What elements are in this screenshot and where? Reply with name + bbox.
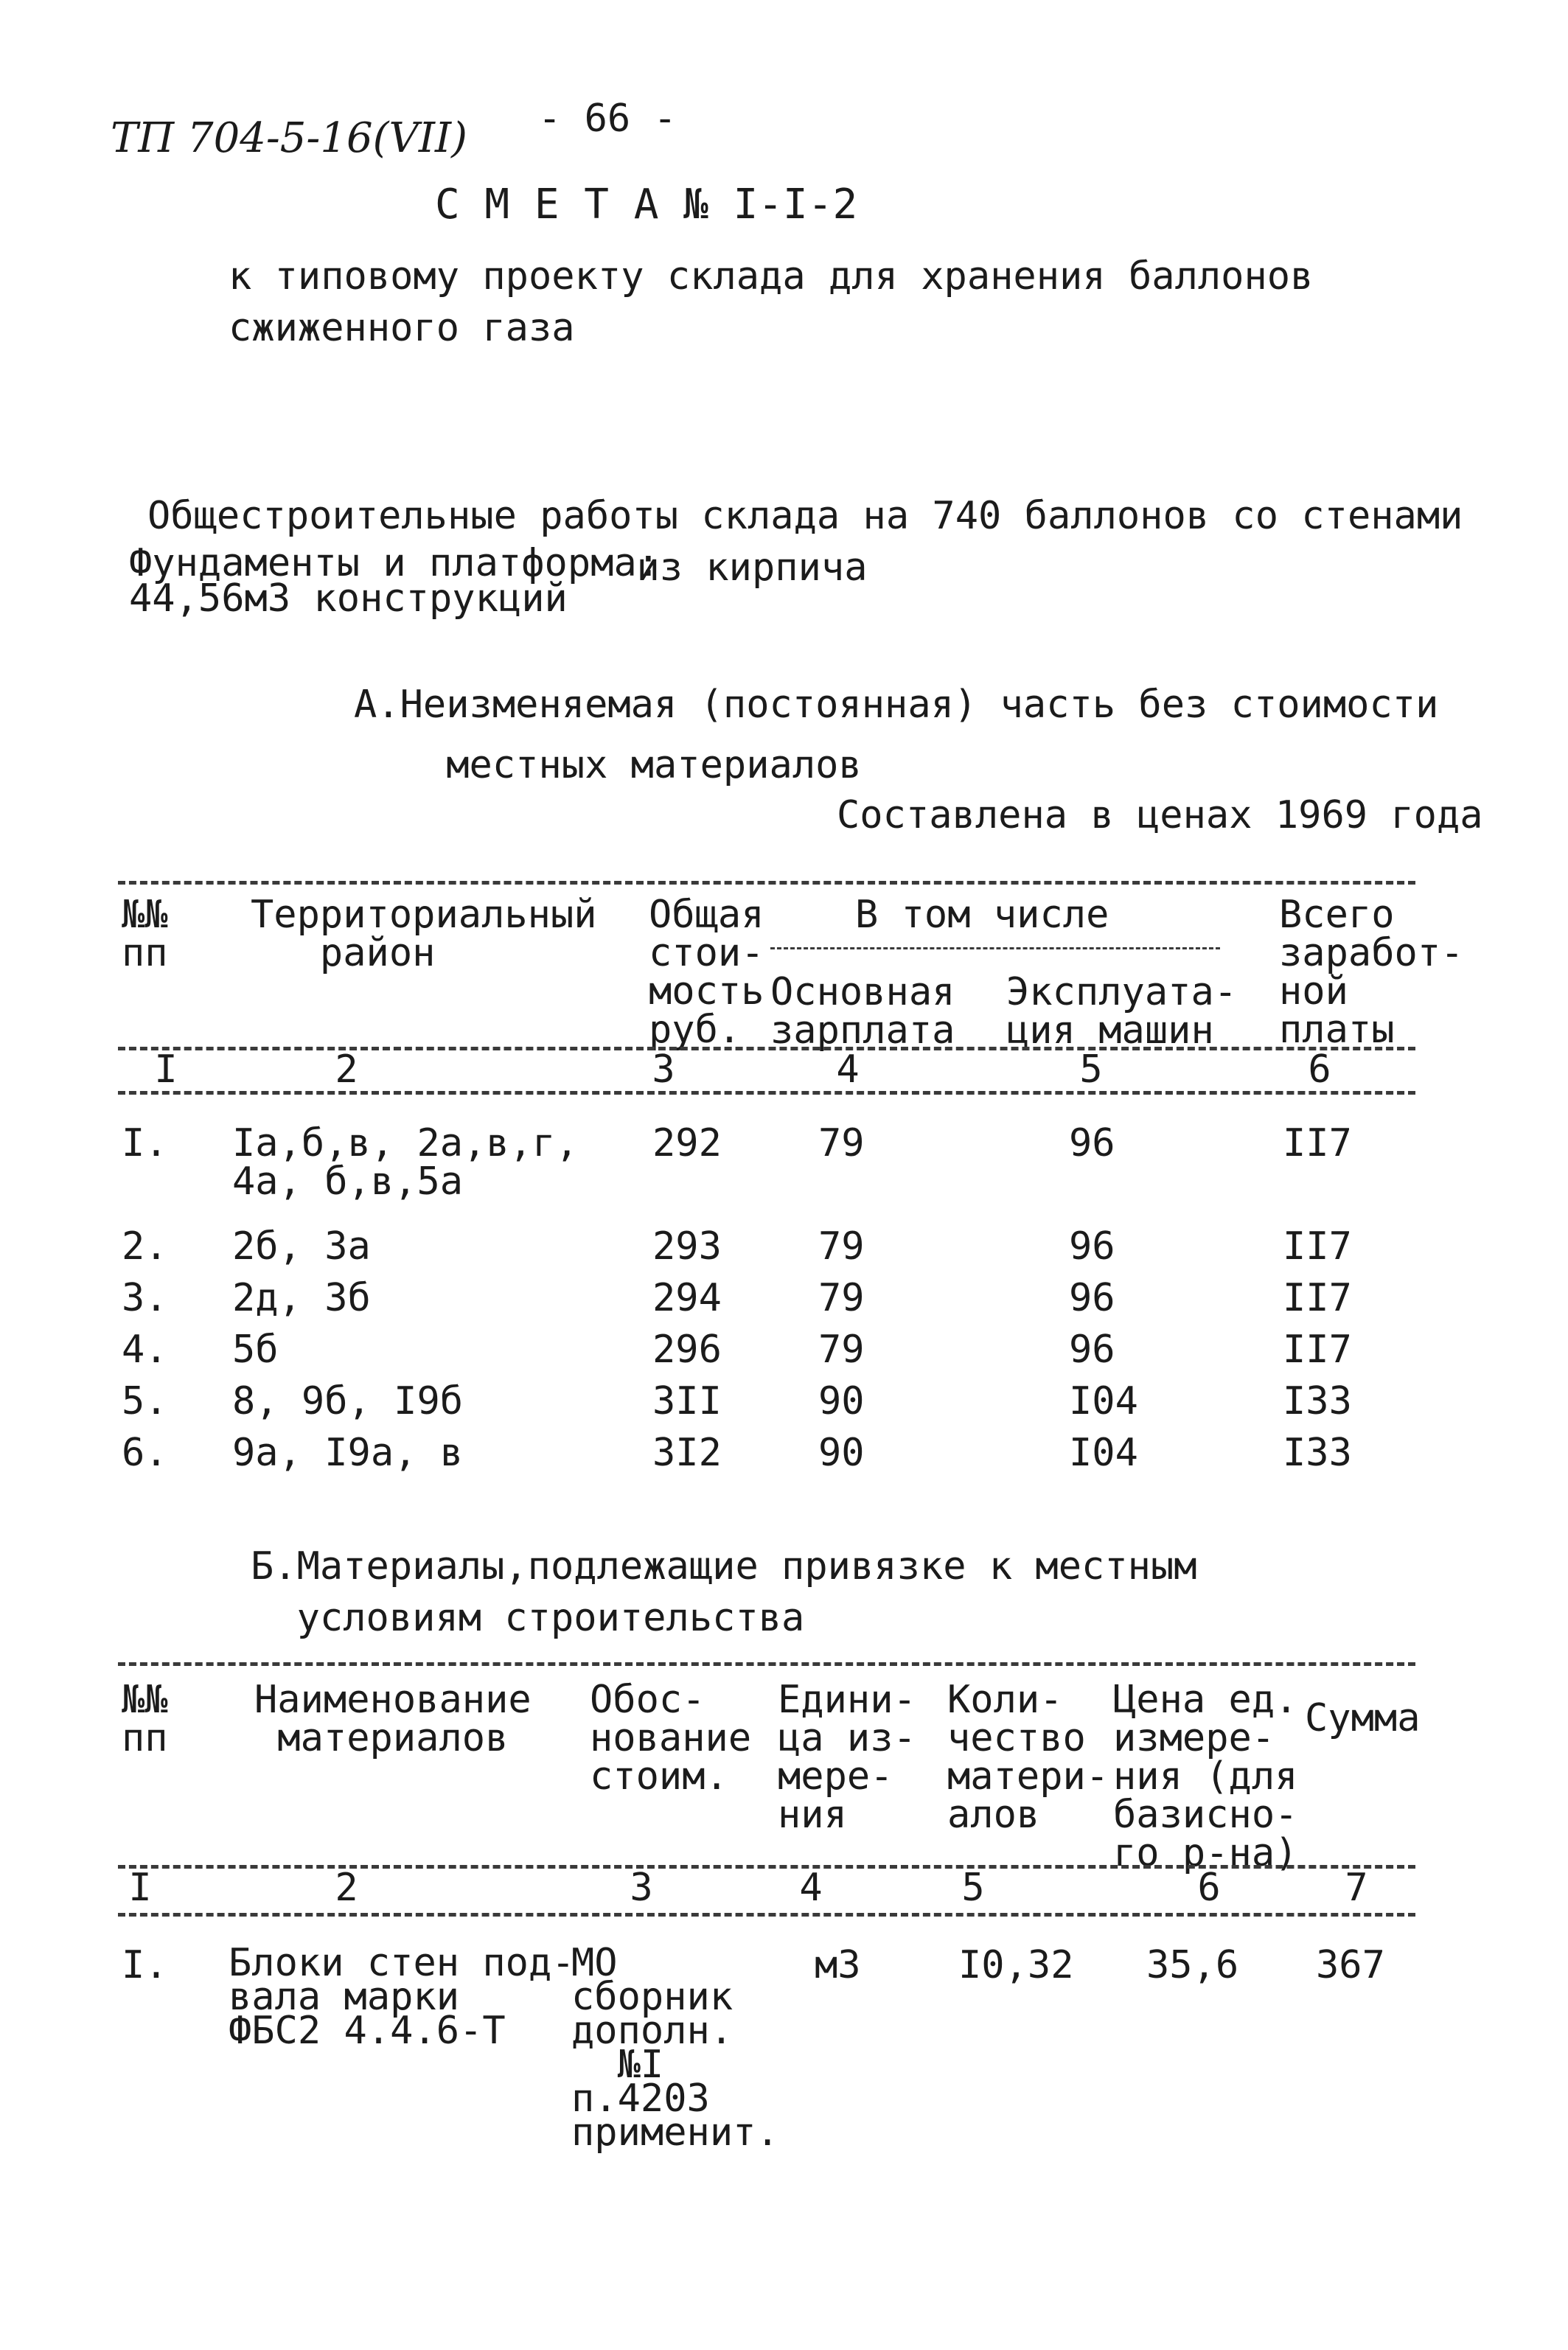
col-b-number-2: 2 [335,1866,358,1910]
prices-note: Составлена в ценах 1969 года [837,793,1483,837]
table-b-numbers-rule [118,1913,1415,1917]
row-num: I. [122,1943,168,1987]
table-b-top-rule [118,1662,1415,1666]
part-a-heading: А.Неизменяемая (постоянная) часть без стоимости местных материалов [354,683,1439,787]
table-a-top-rule [118,881,1415,885]
row-all-wage: I33 [1283,1431,1352,1475]
row-basis: МО сборник дополн. №I п.4203 применит. [571,1941,779,2155]
col-a-number-4: 4 [836,1047,860,1092]
col-b-number-4: 4 [799,1866,823,1910]
col-b-basis-header: Обос- нование стоим. [590,1678,752,1799]
row-machines: 96 [1069,1328,1115,1372]
col-b-qty-header: Коли- чество матери- алов [947,1678,1109,1837]
document-code: ТП 704-5-16(VII) [111,114,467,162]
col-b-number-1: I [128,1866,152,1910]
row-total: 294 [652,1276,722,1320]
row-all-wage: II7 [1283,1276,1352,1320]
col-b-number-3: 3 [630,1866,653,1910]
foundation-note: Фундаменты и платформа: 44,56м3 конструкций [129,541,661,621]
row-region: 2д, 3б [232,1276,371,1320]
row-all-wage: II7 [1283,1121,1352,1165]
row-wage: 79 [818,1276,865,1320]
row-qty: I0,32 [958,1943,1074,1987]
part-b-heading: Б.Материалы,подлежащие привязке к местным условиям строительства [251,1544,1197,1640]
row-total: 296 [652,1328,722,1372]
row-price: 35,6 [1146,1943,1239,1987]
row-machines: I04 [1069,1431,1138,1475]
row-machines: 96 [1069,1121,1115,1165]
col-a-number-2: 2 [335,1047,358,1092]
col-b-unit-header: Едини- ца из- мере- ния [778,1678,916,1837]
col-b-num-header: №№ пп [122,1678,168,1760]
row-region: 2б, 3а [232,1224,371,1269]
col-b-price-header: Цена ед. измере- ния (для базисно- го р-на) [1113,1678,1298,1875]
row-sum: 367 [1316,1943,1385,1987]
row-all-wage: II7 [1283,1224,1352,1269]
row-total: 293 [652,1224,722,1269]
col-b-name-header: Наименование материалов [254,1678,532,1760]
row-wage: 79 [818,1224,865,1269]
row-machines: I04 [1069,1379,1138,1423]
row-wage: 79 [818,1121,865,1165]
document-title: С М Е Т А № I-I-2 [435,181,858,229]
row-num: 4. [122,1328,168,1372]
row-machines: 96 [1069,1224,1115,1269]
row-wage: 90 [818,1431,865,1475]
page-number: - 66 - [538,97,677,141]
row-total: 3I2 [652,1431,722,1475]
row-num: 3. [122,1276,168,1320]
row-num: 5. [122,1379,168,1423]
document-subtitle: к типовому проекту склада для хранения баллонов сжиженного газа [229,254,1314,350]
row-num: 6. [122,1431,168,1475]
col-a-total-header: Общая стои- мость руб. [649,893,764,1052]
col-a-machines-header: Эксплуата- ция машин [1006,970,1238,1053]
row-unit: м3 [815,1943,861,1987]
row-region: 8, 9б, I9б [232,1379,464,1423]
col-a-number-6: 6 [1308,1047,1331,1092]
col-a-incl-header: В том числе [855,893,1109,937]
row-total: 292 [652,1121,722,1165]
col-a-region-header: Территориальный район [251,893,597,975]
col-b-number-6: 6 [1197,1866,1221,1910]
row-all-wage: II7 [1283,1328,1352,1372]
col-b-sum-header: Сумма [1305,1696,1421,1740]
row-num: I. [122,1121,168,1165]
col-b-number-5: 5 [961,1866,985,1910]
incl-subrule [770,947,1220,949]
section-title-text: Общестроительные работы склада на 740 баллонов со стенами из кирпича [147,494,1463,590]
row-num: 2. [122,1224,168,1269]
row-wage: 79 [818,1328,865,1372]
row-machines: 96 [1069,1276,1115,1320]
row-wage: 90 [818,1379,865,1423]
table-a-numbers-rule [118,1091,1415,1095]
col-a-number-1: I [154,1047,178,1092]
row-all-wage: I33 [1283,1379,1352,1423]
col-a-num-header: №№ пп [122,893,168,975]
col-a-number-5: 5 [1079,1047,1103,1092]
row-region: 5б [232,1328,279,1372]
row-region: 9а, I9а, в [232,1431,464,1475]
row-material-name: Блоки стен под- вала марки ФБС2 4.4.6-Т [229,1941,575,2053]
col-a-wage-header: Основная зарплата [770,970,955,1053]
col-b-number-7: 7 [1345,1866,1368,1910]
col-a-all-wage-header: Всего заработ- ной платы [1279,893,1464,1052]
col-a-number-3: 3 [652,1047,675,1092]
row-region: Iа,б,в, 2а,в,г, 4а, б,в,5а [232,1121,579,1204]
row-total: 3II [652,1379,722,1423]
